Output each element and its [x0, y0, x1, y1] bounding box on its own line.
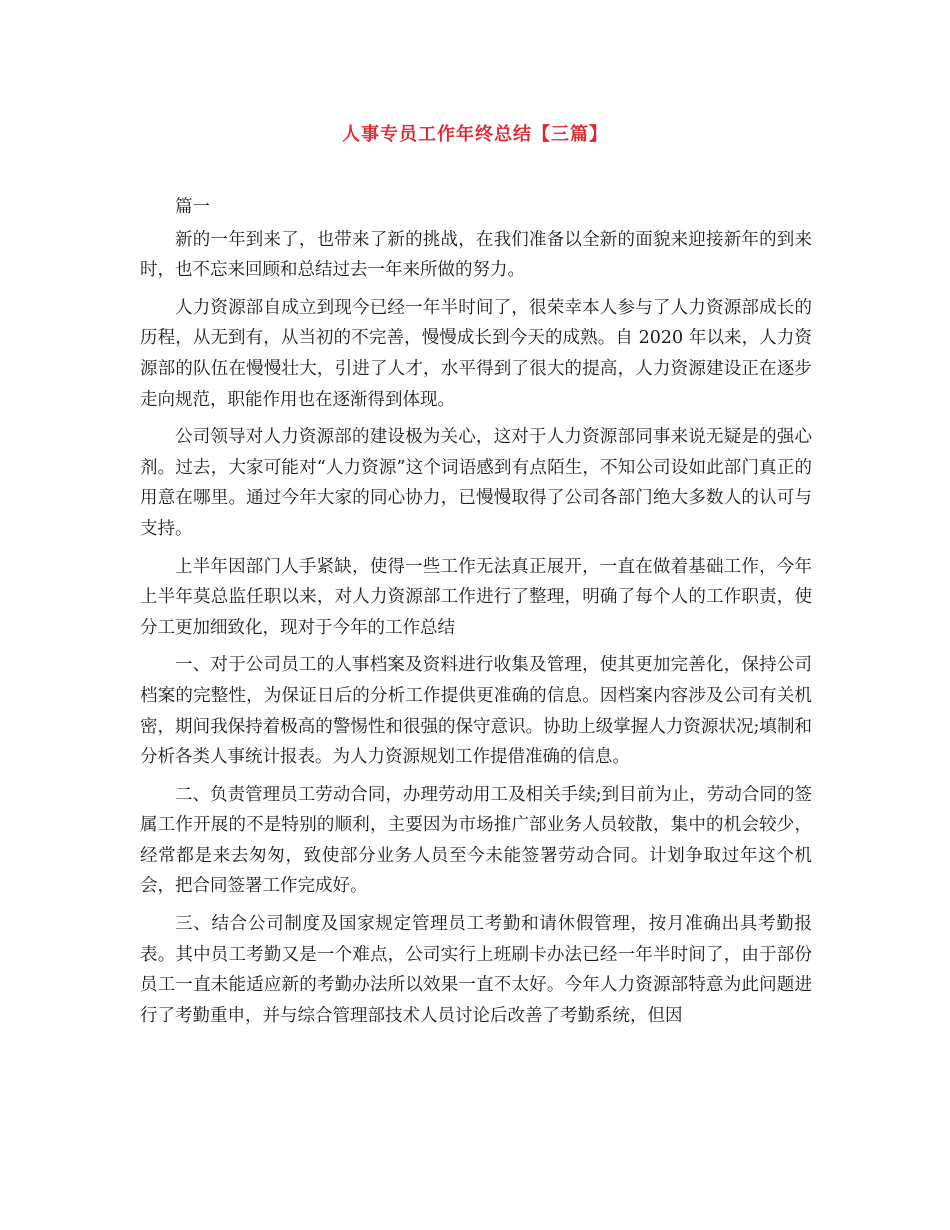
- paragraph-item-three: 三、结合公司制度及国家规定管理员工考勤和请休假管理，按月准确出具考勤报表。其中员工考勤又是一个难点，公司实行上班刷卡办法已经一年半时间了，由于部份员工一直未能适应新的考勤办法所以效果一直不太好。今年人力资源部特意为此问题进行了考勤重申，并与综合管理部技术人员讨论后改善了考勤系统，但因: [140, 914, 812, 1026]
- paragraph-leadership-support: 公司领导对人力资源部的建设极为关心，这对于人力资源部同事来说无疑是的强心剂。过去，大家可能对“人力资源”这个词语感到有点陌生，不知公司设如此部门真正的用意在哪里。通过今年大家的同心协力，已慢慢取得了公司各部门绝大多数人的认可与支持。: [140, 427, 812, 539]
- paragraph-intro: 新的一年到来了，也带来了新的挑战，在我们准备以全新的面貌来迎接新年的到来时，也不忘来回顾和总结过去一年来所做的努力。: [140, 229, 812, 281]
- paragraph-hr-history: 人力资源部自成立到现今已经一年半时间了，很荣幸本人参与了人力资源部成长的历程，从无到有，从当初的不完善，慢慢成长到今天的成熟。自 2020 年以来，人力资源部的队伍在慢慢壮大，引进了人才，水平得到了很大的提高，人力资源建设正在逐步走向规范，职能作用也在逐渐得到体现。: [140, 297, 812, 410]
- paragraph-first-half-summary: 上半年因部门人手紧缺，使得一些工作无法真正展开，一直在做着基础工作，今年上半年莫总监任职以来，对人力资源部工作进行了整理，明确了每个人的工作职责，使分工更加细致化，现对于今年的工作总结: [140, 556, 812, 638]
- paragraph-item-one: 一、对于公司员工的人事档案及资料进行收集及管理，使其更加完善化，保持公司档案的完整性，为保证日后的分析工作提供更准确的信息。因档案内容涉及公司有关机密，期间我保持着极高的警惕性和很强的保守意识。协助上级掌握人力资源状况;填制和分析各类人事统计报表。为人力资源规划工作提借准确的信息。: [140, 655, 812, 768]
- document-body: [140, 192, 812, 1038]
- document-title: 人事专员工作年终总结【三篇】: [342, 124, 608, 145]
- section-label: 篇一: [175, 197, 210, 217]
- paragraph-item-two: 二、负责管理员工劳动合同，办理劳动用工及相关手续;到目前为止，劳动合同的签属工作开展的不是特别的顺利，主要因为市场推广部业务人员较散，集中的机会较少，经常都是来去匆匆，致使部分业务人员至今未能签署劳动合同。计划争取过年这个机会，把合同签署工作完成好。: [140, 784, 812, 897]
